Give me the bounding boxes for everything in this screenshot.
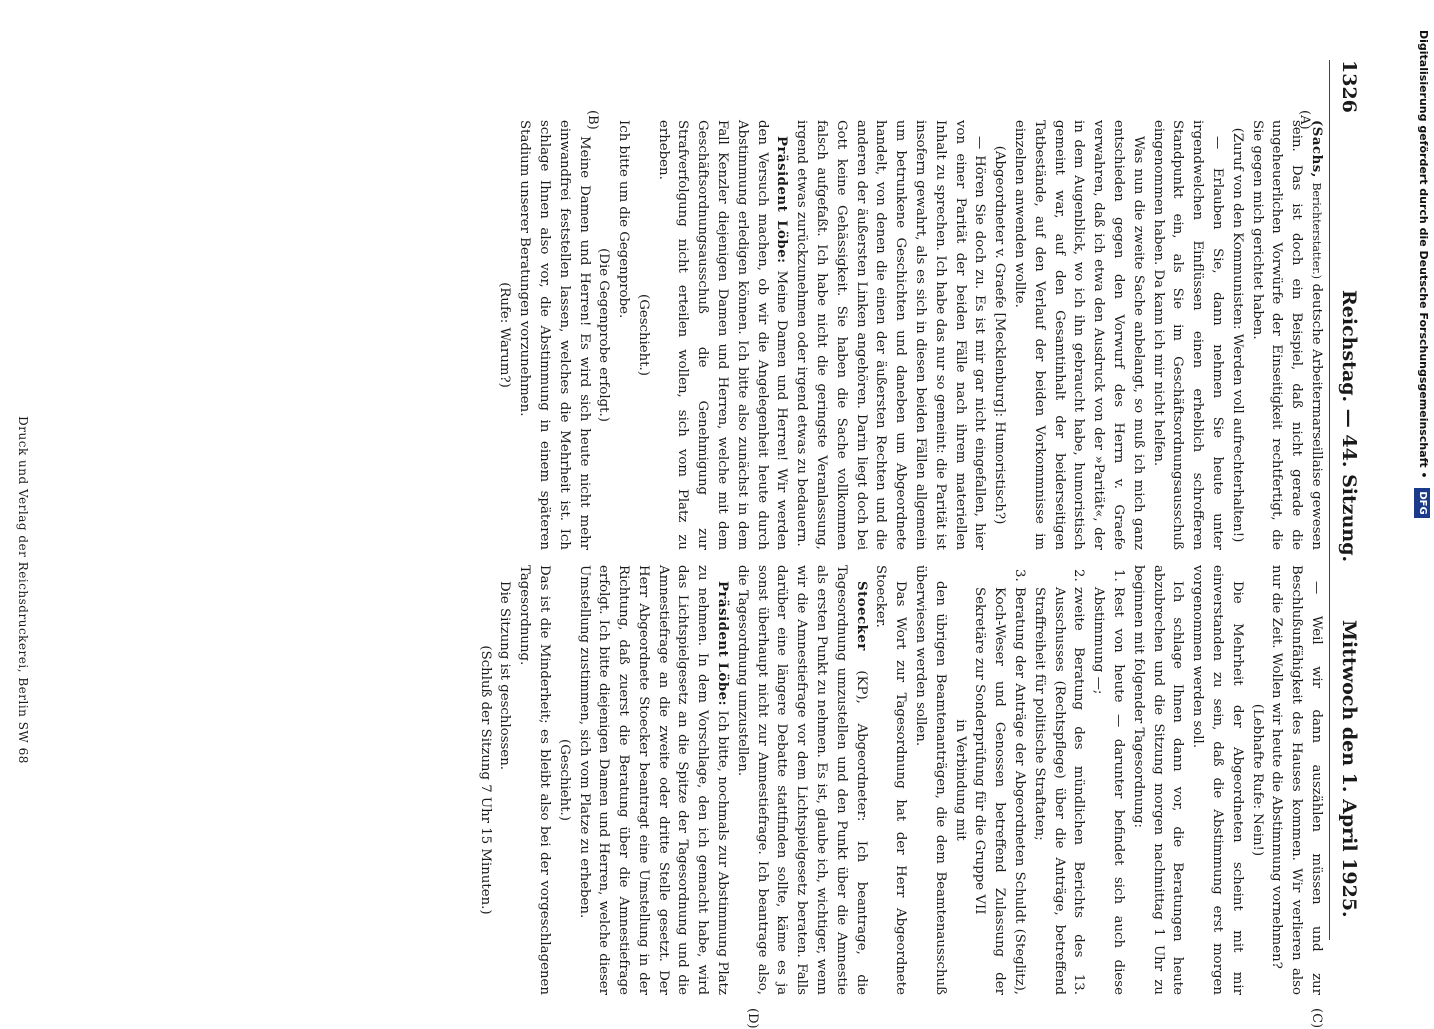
digitization-text: Digitalisierung gefördert durch die Deutsche Forschungsgemeinschaft • (1417, 30, 1430, 479)
interjection: (Abgeordneter v. Graefe [Mecklenburg]: Humoristisch?) (992, 145, 1008, 525)
paragraph-text: Meine Damen und Herren! Wir werden den Versuch machen, ob wir die Angelegenheit heute durch Abstimmung erledigen können. Ich bitte also zunächst in dem Fall Kenzler diejenigen Damen und Herren, welche mit dem Geschäftsordnungsausschuß die Genehmigung zur Strafverfolgung nicht erteilen wollen, sich vom Platz zu erheben. (655, 120, 790, 550)
speaker-name: Stoecker (853, 581, 869, 651)
speaker-name: (Sachs, (1309, 120, 1324, 178)
agenda-list (970, 565, 1128, 995)
digitization-sidebar (1412, 0, 1434, 1000)
closing-note: (Schluß der Sitzung 7 Uhr 15 Minuten.) (477, 645, 493, 915)
agenda-item-text: Beratung der Anträge der Abgeordneten Schuldt (Steglitz), Koch-Weser und Genossen betreffend Zulassung der Sekretäre zur Sonderprüfung für die Gruppe VII (972, 587, 1028, 995)
paragraph: Das ist die Minderheit; es bleibt also bei der vorgeschlagenen Tagesordnung. (517, 565, 552, 995)
margin-marker-d: (D) (745, 1008, 760, 1029)
paragraph-text: Ich bitte, nochmals zur Abstimmung Platz zu nehmen. In dem Vorschlage, den ich gemacht habe, wird das Lichtspielgesetz an die Spitze der Tagesordnung und die Amnestiefrage an die zweite oder dritte Stelle gesetzt. Der Herr Abgeordnete Stoecker beantragt eine Umstellung in der Richtung, daß zuerst die Beratung über die Amnestiefrage erfolgt. Ich bitte diejenigen Damen und Herren, welche dieser Umstellung zustimmen, sich vom Platze zu erheben. (576, 565, 731, 995)
agenda-item: 2. zweite Beratung des mündlichen Berichts des 13. Ausschusses (Rechtspflege) über die Anträge, betreffend Straffreiheit für politische Straftaten; (1031, 569, 1087, 995)
interjection: (Die Gegenprobe erfolgt.) (596, 248, 612, 422)
margin-marker-c: (C) (1309, 1008, 1324, 1029)
interjection: (Rufe: Warum?) (497, 282, 513, 388)
paragraph-text: deutsche Arbeitermarseillaise gewesen sein. Das ist doch ein Beispiel, daß nicht gerade die ungeheuerlichen Vorwürfe der Einseitigkeit rechtfertigt, die Sie gegen mich gerichtet haben. (1249, 120, 1324, 550)
interjection: (Zuruf von den Kommunisten: Werden voll aufrechterhalten!) (1229, 127, 1245, 543)
paragraph (1247, 120, 1326, 550)
paragraph (574, 565, 732, 995)
right-column (475, 565, 1326, 995)
right-running-title: Mittwoch den 1. April 1925. (1338, 620, 1360, 918)
margin-marker-b: (B) (585, 110, 600, 130)
dfg-logo: DFG (1414, 488, 1430, 517)
paragraph-text: (KP), Abgeordneter: Ich beantrage, die Tagesordnung umzustellen und den Punkt über die Amnestie als ersten Punkt zu nehmen. Es ist, glaube ich, wichtiger, wenn wir die Amnestiefrage vor dem Lichtspielgesetz beraten. Falls darüber eine längere Debatte stattfinden sollte, käme es ja sonst überhaupt nicht zur Amnestiefrage. Ich beantrage also, die Tagesordnung umzustellen. (734, 565, 869, 995)
paragraph (653, 120, 792, 550)
page-header (1329, 60, 1364, 940)
paragraph: — Hören Sie doch zu. Es ist mir gar nicht eingefallen, hier von einer Parität der beiden Fälle nach ihrem materiellen Inhalt zu sprechen. Ich habe das nur so gemeint: die Parität ist insofern gewahrt, als es sich in diesen beiden Fällen allgemein um betrunkene Geschichten und daneben um Abgeordnete handelt, von denen die einen der äußersten Rechten und die anderen der äußersten Linken angehören. Darin liegt doch bei Gott keine Gehässigkeit. Sie haben die Sache vollkommen falsch aufgefaßt. Ich habe nicht die geringste Veranlassung, irgend etwas zurückzunehmen oder irgend etwas zu bedauern. (794, 120, 988, 550)
paragraph: Was nun die zweite Sache anbelangt, so muß ich mich ganz entschieden gegen den Vorwurf des Herrn v. Graefe verwahren, daß ich etwa den Ausdruck von der »Parität«, der in dem Augenblick, wo ich ihn gebraucht habe, humoristisch gemeint war, auf den Gesamtinhalt der beiderseitigen Tatbestände, auf den Verlauf der beiden Vorkommnisse im einzelnen anwenden wollte. (1012, 120, 1146, 550)
agenda-item: 1. Rest von heute — darunter befindet sich auch diese Abstimmung —; (1091, 569, 1127, 995)
interjection: (Geschieht.) (556, 739, 572, 821)
left-column (495, 120, 1326, 550)
speaker-role: Berichterstatter.) (1310, 182, 1323, 280)
agenda-item-text: zweite Beratung des mündlichen Berichts des 13. Ausschusses (Rechtspflege) über die Anträge, betreffend Straffreiheit für politische Straftaten; (1031, 587, 1087, 995)
margin-marker-a: (A) (1297, 110, 1312, 130)
paragraph (732, 565, 871, 995)
printer-imprint: Druck und Verlag der Reichsdruckerei, Berlin SW 68 (16, 416, 30, 764)
speaker-name: Präsident Löbe: (774, 136, 790, 264)
paragraph: Die Mehrheit der Abgeordneten scheint mit mir einverstanden zu sein, daß die Abstimmung erst morgen vorgenommen werden soll. (1190, 565, 1245, 995)
paragraph: Ich schlage Ihnen dann vor, die Beratungen heute abzubrechen und die Sitzung morgen nachmittag 1 Uhr zu beginnen mit folgender Tagesordnung: (1130, 565, 1186, 995)
digitization-note (1412, 0, 1434, 1000)
agenda-item-text: Rest von heute — darunter befindet sich auch diese Abstimmung —; (1091, 587, 1127, 995)
paragraph: — Weil wir dann auszählen müssen und zur Beschlußunfähigkeit des Hauses kommen. Wir verlieren also nur die Zeit. Wollen wir heute die Abstimmung vornehmen? (1269, 565, 1324, 995)
paragraph: Ich bitte um die Gegenprobe. (616, 120, 632, 319)
agenda-item: 3. Beratung der Anträge der Abgeordneten Schuldt (Steglitz), Koch-Weser und Genossen betreffend Zulassung der Sekretäre zur Sonderprüfung für die Gruppe VII (972, 569, 1028, 995)
page-number: 1326 (1338, 60, 1360, 113)
paragraph: Die Sitzung ist geschlossen. (497, 581, 513, 771)
interjection: (Geschieht.) (635, 294, 651, 376)
paragraph: Das Wort zur Tagesordnung hat der Herr Abgeordnete Stoecker. (873, 565, 909, 995)
left-running-title: Reichstag. — 44. Sitzung. (1338, 290, 1360, 563)
paragraph: Meine Damen und Herren! Es wird sich heute nicht mehr einwandfrei feststellen lassen, welches die Mehrheit ist. Ich schlage Ihnen also vor, die Abstimmung in einem späteren Stadium unserer Beratungen vorzunehmen. (517, 120, 592, 550)
paragraph: — Erlauben Sie, dann nehmen Sie heute unter irgendwelchen Einflüssen einen erheblich schrofferen Standpunkt ein, als Sie im Geschäftsordnungsausschuß eingenommen haben. Da kann ich mir nicht helfen. (1150, 120, 1226, 550)
speaker-name: Präsident Löbe: (715, 581, 731, 707)
interjection: (Lebhafte Rufe: Nein!) (1249, 703, 1265, 857)
paragraph: den übrigen Beamtenanträgen, die dem Beamtenausschuß überwiesen werden sollen. (913, 565, 948, 995)
connector-text: in Verbindung mit (952, 719, 968, 841)
